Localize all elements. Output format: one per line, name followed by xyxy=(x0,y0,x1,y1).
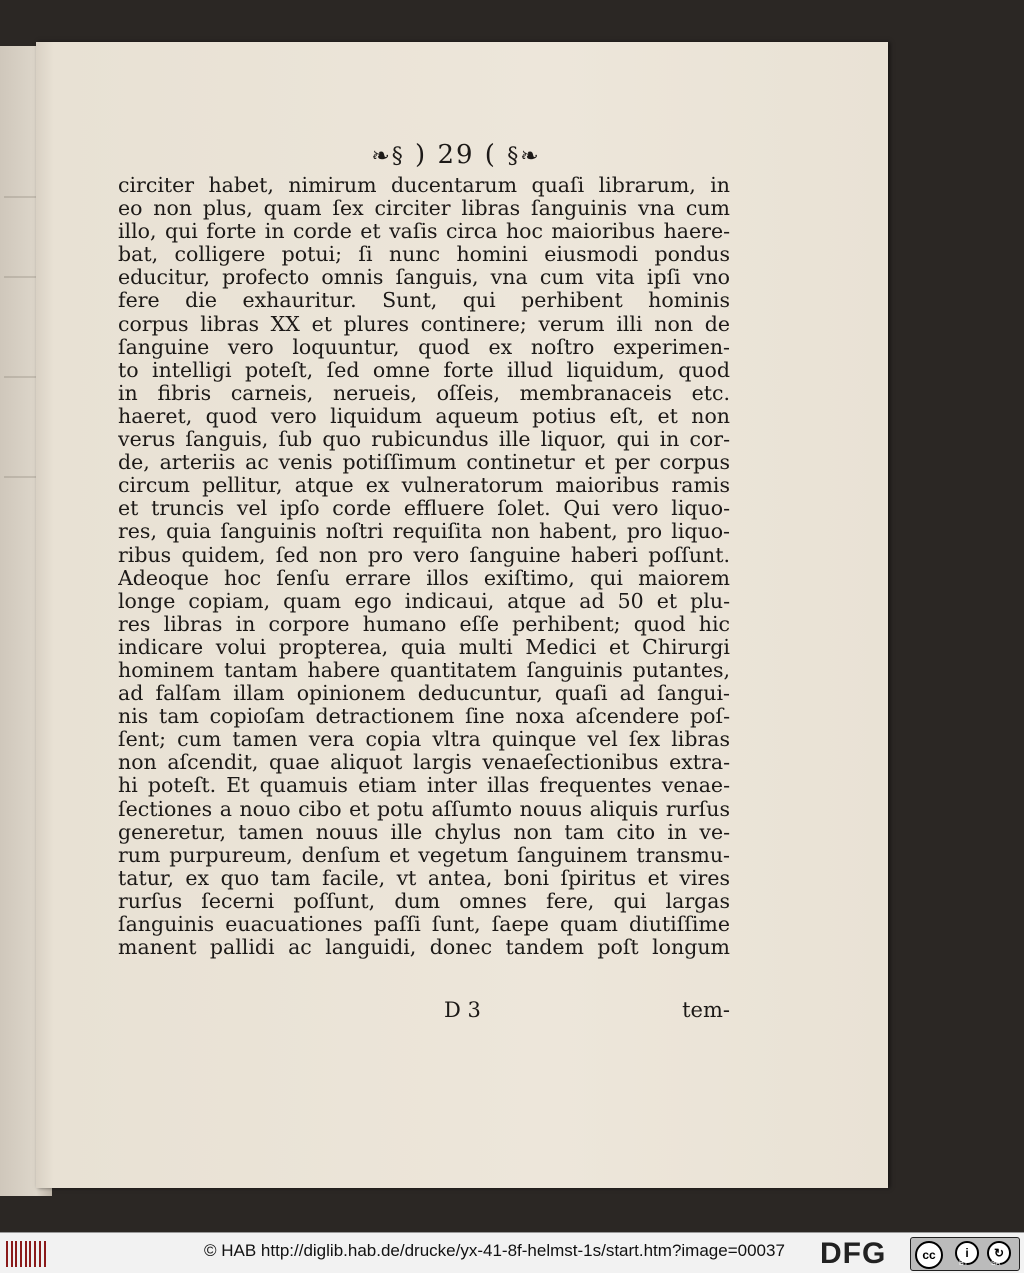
text-line: illo, qui forte in corde et vaſis circa hoc maioribus haere- xyxy=(118,220,730,244)
page-footer xyxy=(118,998,730,1024)
text-line: to intelligi poteſt, ſed omne forte illud liquidum, quod xyxy=(118,358,730,382)
text-line: ſent; cum tamen vera copia vltra quinque vel ſex libras xyxy=(118,728,730,752)
ornament-right-icon: §❧ xyxy=(507,144,541,169)
text-line: tatur, ex quo tam facile, vt antea, boni ſpiritus et vires xyxy=(118,866,730,890)
sa-icon: ↻ xyxy=(987,1241,1011,1265)
text-line: ad falſam illam opinionem deducuntur, quaſi ad ſangui- xyxy=(118,682,730,706)
dfg-logo: DFG xyxy=(820,1237,887,1270)
text-line: de, arteriis ac venis potiſſimum continetur et per corpus xyxy=(118,451,730,475)
by-label: BY xyxy=(959,1260,969,1267)
ornament-left-icon: ❧§ xyxy=(371,144,405,169)
ghost-text xyxy=(4,196,40,198)
page-header xyxy=(306,140,606,170)
text-line: corpus libras XX et plures continere; verum illi non de xyxy=(118,312,730,336)
text-line: ſanguine vero loquuntur, quod ex noſtro experimen- xyxy=(118,335,730,359)
ghost-text xyxy=(4,376,40,378)
copyright-link[interactable]: © HAB http://diglib.hab.de/drucke/yx-41-8f-helmst-1s/start.htm?image=00037 xyxy=(204,1241,785,1260)
text-line: non aſcendit, quae aliquot largis venaeſectionibus extra- xyxy=(118,751,730,775)
by-icon: i xyxy=(955,1241,979,1265)
text-line: verus ſanguis, ſub quo rubicundus ille liquor, qui in cor- xyxy=(118,428,730,452)
text-line: hi poteſt. Et quamuis etiam inter illas frequentes venae- xyxy=(118,774,730,798)
text-line: circum pellitur, atque ex vulneratorum maioribus ramis xyxy=(118,474,730,498)
ghost-text xyxy=(4,476,40,478)
text-line: educitur, profecto omnis ſanguis, vna cum vita ipſi vno xyxy=(118,266,730,290)
book-page xyxy=(36,42,888,1188)
text-line: haeret, quod vero liquidum aqueum potius eſt, et non xyxy=(118,404,730,428)
text-line: hominem tantam habere quantitatem ſanguinis putantes, xyxy=(118,658,730,682)
text-line: et truncis vel ipſo corde effluere ſolet. Qui vero liquo- xyxy=(118,497,730,521)
text-line: ribus quidem, ſed non pro vero ſanguine haberi poſſunt. xyxy=(118,543,730,567)
viewer-footer-bar xyxy=(0,1232,1024,1273)
cc-license-badge[interactable] xyxy=(910,1237,1020,1271)
text-line: longe copiam, quam ego indicaui, atque ad 50 et plu- xyxy=(118,589,730,613)
text-line: nis tam copioſam detractionem ſine noxa aſcendere poſ- xyxy=(118,705,730,729)
text-line: fere die exhauritur. Sunt, qui perhibent hominis xyxy=(118,289,730,313)
text-line: circiter habet, nimirum ducentarum quaſi librarum, in xyxy=(118,174,730,197)
text-line: in fibris carneis, nerueis, oſſeis, membranaceis etc. xyxy=(118,381,730,405)
text-line: rum purpureum, denſum et vegetum ſanguinem transmu- xyxy=(118,843,730,867)
cc-icon: cc xyxy=(915,1241,943,1269)
text-line: indicare volui propterea, quia multi Medici et Chirurgi xyxy=(118,635,730,659)
ghost-text xyxy=(4,276,40,278)
text-line: rurſus ſecerni poſſunt, dum omnes fere, qui largas xyxy=(118,889,730,913)
signature-mark: D 3 xyxy=(444,998,481,1022)
text-line: ſanguinis euacuationes paſſi ſunt, ſaepe quam diutiſſime xyxy=(118,913,730,936)
text-line: eo non plus, quam ſex circiter libras ſanguinis vna cum xyxy=(118,197,730,221)
text-line: res, quia ſanguinis noſtri requiſita non habent, pro liquo- xyxy=(118,520,730,544)
sa-label: SA xyxy=(991,1260,1001,1267)
text-line: Adeoque hoc ſenſu errare illos exiſtimo, qui maiorem xyxy=(118,566,730,590)
body-text xyxy=(118,174,730,959)
hab-logo-icon xyxy=(6,1241,48,1267)
text-line: manent pallidi ac languidi, donec tandem poſt longum xyxy=(118,936,730,960)
catchword: tem- xyxy=(682,998,730,1022)
text-line: ſectiones a nouo cibo et potu aſſumto nouus aliquis rurſus xyxy=(118,797,730,821)
page-number: ) 29 ( xyxy=(415,140,497,170)
text-line: res libras in corpore humano eſſe perhibent; quod hic xyxy=(118,612,730,636)
text-line: bat, colligere potui; ſi nunc homini eiusmodi pondus xyxy=(118,243,730,267)
text-line: generetur, tamen nouus ille chylus non tam cito in ve- xyxy=(118,820,730,844)
